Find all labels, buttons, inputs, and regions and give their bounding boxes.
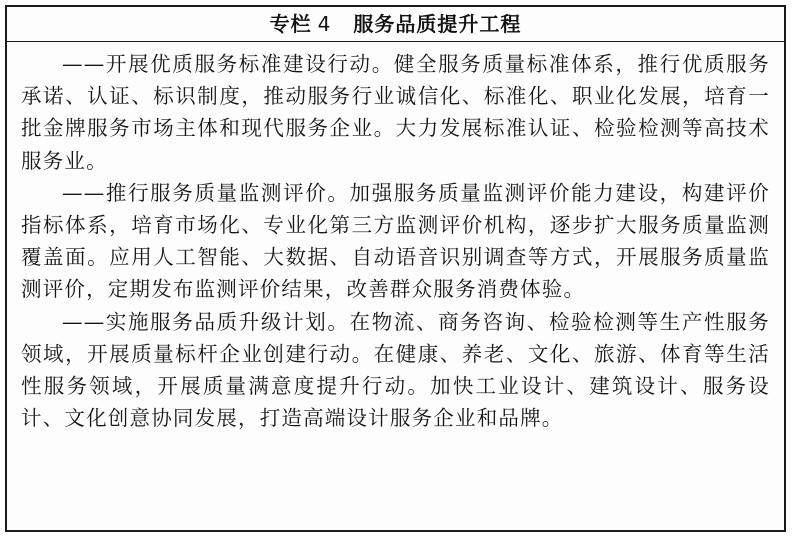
column-number: 4 (317, 12, 332, 36)
column-title (7, 7, 784, 42)
paragraph-quality-monitoring: ——推行服务质量监测评价。加强服务质量监测评价能力建设，构建评价指标体系，培育市场化、专业化第三方监测评价机构，逐步扩大服务质量监测覆盖面。应用人工智能、大数据、自动语音识别调查等方式，开展服务质量监测评价，定期发布监测评价结果，改善群众服务消费体验。 (21, 180, 770, 302)
column-box (5, 5, 786, 532)
paragraph-quality-upgrade: ——实施服务品质升级计划。在物流、商务咨询、检验检测等生产性服务领域，开展质量标杆企业创建行动。在健康、养老、文化、旅游、体育等生活性服务领域，开展质量满意度提升行动。加快工业设计、建筑设计、服务设计、文化创意协同发展，打造高端设计服务企业和品牌。 (21, 309, 770, 431)
column-label: 专栏 (269, 12, 312, 36)
column-content (7, 42, 784, 434)
paragraph-service-standards: ——开展优质服务标准建设行动。健全服务质量标准体系，推行优质服务承诺、认证、标识制度，推动服务行业诚信化、标准化、职业化发展，培育一批金牌服务市场主体和现代服务企业。大力发展标准认证、检验检测等高技术服务业。 (21, 52, 770, 173)
column-heading: 服务品质提升工程 (353, 12, 522, 36)
